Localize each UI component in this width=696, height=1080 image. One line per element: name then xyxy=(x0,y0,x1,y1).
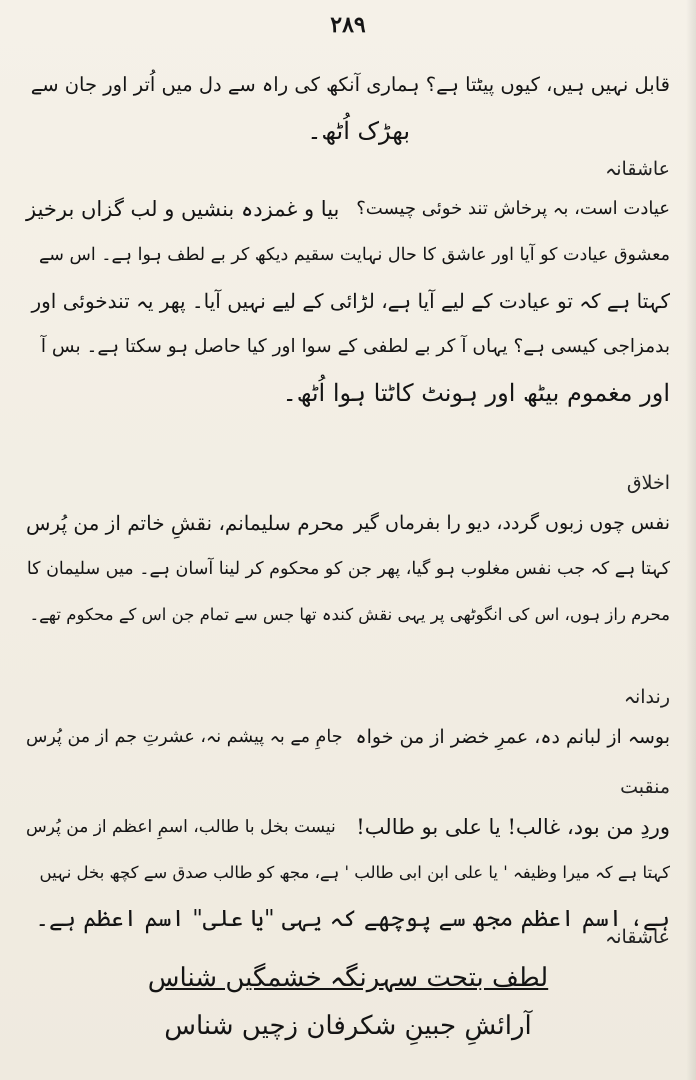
prose-line: کہتا ہے کہ میرا وظیفہ ' یا علی ابن ابی طالب ' ہے، مجھ کو طالب صدق سے کچھ بخل نہیں xyxy=(39,863,670,882)
prose-line: کہتا ہے کہ جب نفس مغلوب ہو گیا، پھر جن کو محکوم کر لینا آسان ہے۔ میں سلیمان کا xyxy=(26,559,670,579)
prose-line: بدمزاجی کیسی ہے؟ یہاں آ کر بے لطفی کے سوا اور کیا حاصل ہو سکتا ہے۔ بس آ xyxy=(40,336,670,357)
couplet-line xyxy=(26,1002,670,1050)
prose-line: ہے، اسم اعظم مجھ سے پوچھے کہ یہی "یا علی" اسم اعظم ہے۔ xyxy=(35,906,670,932)
section-rindana xyxy=(26,680,670,760)
verse-line xyxy=(26,186,670,232)
prose-line: کہتا ہے کہ تو عیادت کے لیے آیا ہے، لڑائی کے لیے نہیں آیا۔ پھر یہ تندخوئی اور xyxy=(31,289,670,313)
verse-hemistich-right: نفس چوں زبوں گردد، دیو را بفرماں گیر xyxy=(353,512,670,534)
couplet-line xyxy=(26,954,670,1002)
intro-line: بھڑک اُٹھ۔ xyxy=(307,117,410,145)
couplet-text: آرائشِ جبینِ شکرفان زچیں شناس xyxy=(164,1011,532,1041)
verse-hemistich-right: بوسہ از لبانم دہ، عمرِ خضر از من خواہ xyxy=(355,726,670,748)
intro-paragraph xyxy=(26,62,670,154)
page-number: ۲۸۹ xyxy=(330,12,366,38)
section-heading: رندانہ xyxy=(623,686,670,708)
section-heading: منقبت xyxy=(620,776,670,798)
prose-line: محرم راز ہوں، اس کی انگوٹھی پر یہی نقش کندہ تھا جس سے تمام جن اس کے محکوم تھے۔ xyxy=(29,605,670,624)
verse-line xyxy=(26,804,670,850)
section-heading: عاشقانہ xyxy=(605,158,670,180)
verse-hemistich-right: عیادت است، بہ پرخاش تند خوئی چیست؟ xyxy=(356,198,670,219)
page-edge-shadow xyxy=(686,0,696,1080)
intro-line: قابل نہیں ہیں، کیوں پیٹتا ہے؟ ہماری آنکھ کی راہ سے دل میں اُتر اور جان سے xyxy=(30,73,670,96)
section-heading: اخلاق xyxy=(626,472,670,494)
section-heading: عاشقانہ xyxy=(605,926,670,948)
verse-line xyxy=(26,714,670,760)
verse-hemistich-left: محرم سلیمانم، نقشِ خاتم از من پُرس xyxy=(26,511,345,535)
verse-hemistich-right: وردِ من بود، غالب! یا علی بو طالب! xyxy=(356,815,670,839)
prose-line: معشوق عیادت کو آیا اور عاشق کا حال نہایت سقیم دیکھ کر بے لطف ہوا ہے۔ اس سے xyxy=(38,245,670,265)
verse-hemistich-left: نیست بخل با طالب، اسمِ اعظم از من پُرس xyxy=(26,817,336,837)
verse-line xyxy=(26,500,670,546)
couplet-text: لطف بتحت سہرنگہ خشمگیں شناس xyxy=(147,963,549,993)
section-ashiqana-2 xyxy=(26,920,670,1050)
section-manqabat xyxy=(26,770,670,942)
section-ashiqana-1 xyxy=(26,152,670,416)
verse-hemistich-left: بیا و غمزدہ بنشیں و لب گزاں برخیز xyxy=(26,197,340,221)
verse-hemistich-left: جامِ مے بہ پیشم نہ، عشرتِ جم از من پُرس xyxy=(26,727,343,747)
prose-line: اور مغموم بیٹھ اور ہونٹ کاٹتا ہوا اُٹھ۔ xyxy=(282,379,670,407)
section-akhlaq xyxy=(26,466,670,638)
